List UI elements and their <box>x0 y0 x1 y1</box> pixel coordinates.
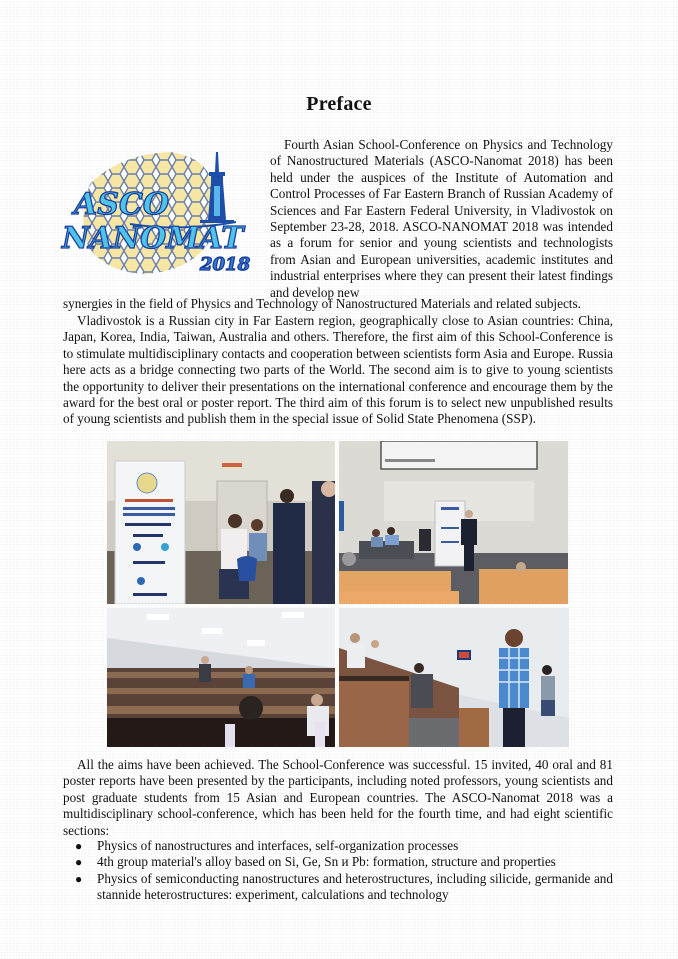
audience-question-photo <box>339 608 569 747</box>
svg-text:2018: 2018 <box>200 254 251 275</box>
list-item <box>63 838 613 854</box>
bullet-icon: ● <box>75 871 83 886</box>
aims-paragraph-text: Vladivostok is a Russian city in Far Eastern region, geographically close to Asian countries: China, Japan, Korea, India, Taiwan, Australia and others. Therefore, the first aim of this School-Conference is to stimulate multidisciplinary contacts and cooperation between scientists form Asia and Europe. Russia here acts as a bridge connecting two parts of the World. The second aim is to give to young scientists the opportunity to deliver their presentations on the international conference and encourage them by the award for the best oral or poster report. The third aim of this forum is to select new unpublished results of young scientists and publish them in the special issue of Solid State Phenomena (SSP). <box>63 313 613 427</box>
lecture-hall-speaker-photo <box>339 441 568 604</box>
intro-paragraph-continuation <box>63 296 613 312</box>
registration-desk-photo <box>107 441 335 604</box>
intro-paragraph <box>270 137 613 301</box>
page-title: Preface <box>306 93 372 116</box>
results-paragraph-text: All the aims have been achieved. The School-Conference was successful. 15 invited, 40 oral and 81 poster reports have been presented by the participants, including noted professors, young scientists and post graduate students from 15 Asian and European countries. The ASCO-Nanomat 2018 was a multidisciplinary school-conference, which has been held for the fourth time, and had eight scientific sections: <box>63 757 613 838</box>
aims-paragraph <box>63 313 613 428</box>
bullet-icon: ● <box>75 855 83 870</box>
intro-paragraph-tail-text: synergies in the field of Physics and Technology of Nanostructured Materials and related subjects. <box>63 296 581 311</box>
results-paragraph <box>63 757 613 839</box>
bullet-icon: ● <box>75 839 83 853</box>
conference-photo-grid <box>107 441 569 747</box>
intro-paragraph-text: Fourth Asian School-Conference on Physics and Technology of Nanostructured Materials (ASCO-Nanomat 2018) has been held under the auspices of the Institute of Automation and Control Processes of Far Eastern Branch of Russian Academy of Sciences and Far Eastern Federal University, in Vladivostok on September 23-28, 2018. ASCO-NANOMAT 2018 was intended as a forum for senior and young scientists and technologists from Asian and European universities, academic institutes and industrial enterprises where they can present their latest findings and develop new <box>270 137 613 300</box>
section-label: Physics of nanostructures and interfaces, self-organization processes <box>97 838 459 853</box>
list-item <box>63 871 613 904</box>
svg-text:NANOMAT: NANOMAT <box>62 221 244 256</box>
audience-hall-photo <box>107 608 335 747</box>
section-label: Physics of semiconducting nanostructures and heterostructures, including silicide, germanide and stannide heterostructures: experiment, calculations and technology <box>97 870 613 903</box>
conference-logo <box>60 146 256 278</box>
scientific-sections-list <box>63 838 613 904</box>
section-label: 4th group material's alloy based on Si, Ge, Sn и Pb: formation, structure and properties <box>97 854 556 870</box>
asco-nanomat-logo-icon <box>60 146 256 278</box>
svg-text:ASCO: ASCO <box>74 187 169 222</box>
list-item <box>63 854 613 870</box>
